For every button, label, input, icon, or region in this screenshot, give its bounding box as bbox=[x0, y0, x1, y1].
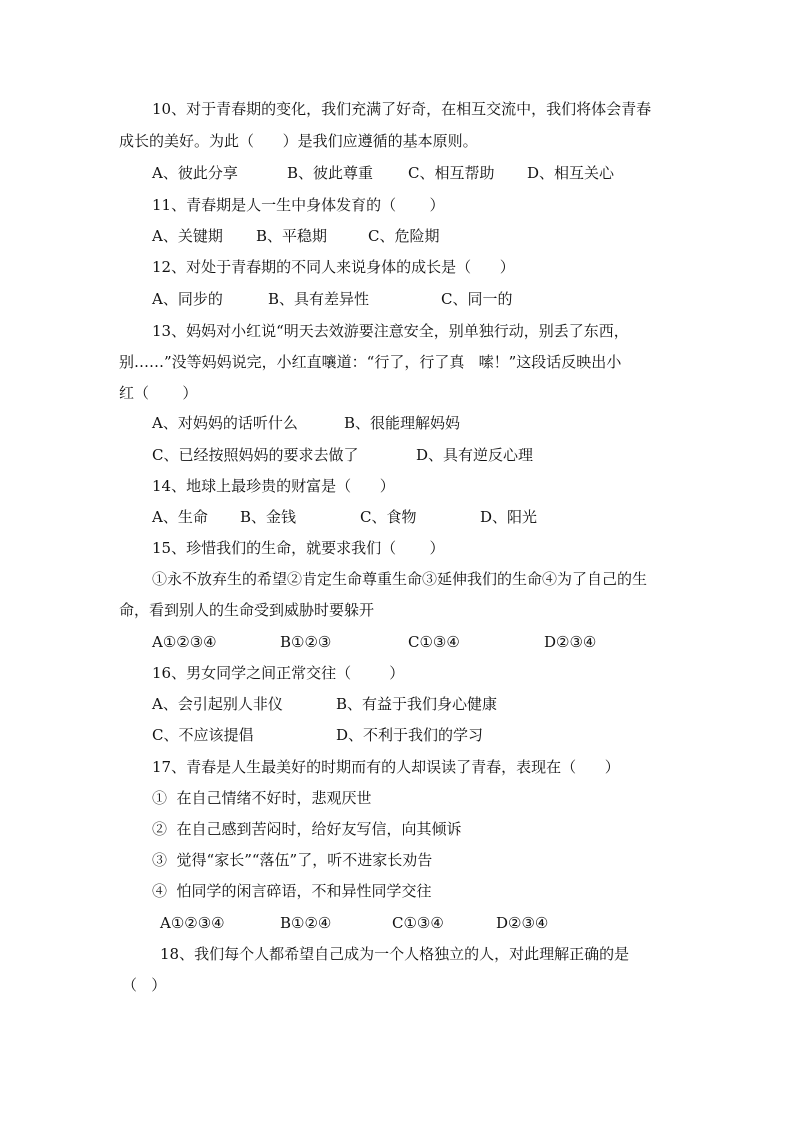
question-17-option-d: D②③④ bbox=[496, 914, 549, 932]
question-16-stem: 16、男女同学之间正常交往（ ） bbox=[152, 664, 405, 682]
question-11-option-a: A、关键期 bbox=[152, 227, 223, 245]
question-15-option-c: C①③④ bbox=[408, 633, 460, 651]
question-16-option-c: C、不应该提倡 bbox=[152, 726, 254, 744]
question-17-statement-4: ④ 怕同学的闲言碎语，不和异性同学交往 bbox=[152, 882, 432, 900]
question-11-option-b: B、平稳期 bbox=[256, 227, 328, 245]
question-13-stem: 13、妈妈对小红说“明天去效游要注意安全，别单独行动，别丢了东西， bbox=[152, 322, 629, 340]
question-15-option-a: A①②③④ bbox=[152, 633, 217, 651]
question-16-option-d: D、不利于我们的学习 bbox=[336, 726, 484, 744]
question-14-stem: 14、地球上最珍贵的财富是（ ） bbox=[152, 477, 395, 495]
question-15-statements: ①永不放弃生的希望②肯定生命尊重生命③延伸我们的生命④为了自己的生 bbox=[152, 570, 648, 588]
question-17-option-c: C①③④ bbox=[392, 914, 444, 932]
question-10-option-d: D、相互关心 bbox=[527, 164, 615, 182]
question-17-stem: 17、青春是人生最美好的时期而有的人却误读了青春，表现在（ ） bbox=[152, 758, 620, 776]
question-12-stem: 12、对处于青春期的不同人来说身体的成长是（ ） bbox=[152, 258, 515, 276]
question-13-stem-cont-2: 红（ ） bbox=[119, 384, 198, 402]
question-10-stem-cont: 成长的美好。为此（ ）是我们应遵循的基本原则。 bbox=[119, 132, 478, 150]
question-11-stem: 11、青春期是人一生中身体发育的（ ） bbox=[152, 196, 445, 214]
question-13-option-b: B、很能理解妈妈 bbox=[344, 414, 461, 432]
question-18-stem-cont: （ ） bbox=[122, 976, 167, 994]
question-17-statement-1: ① 在自己情绪不好时，悲观厌世 bbox=[152, 789, 372, 807]
question-10-option-c: C、相互帮助 bbox=[408, 164, 495, 182]
question-15-option-d: D②③④ bbox=[544, 633, 597, 651]
question-17-statement-2: ② 在自己感到苦闷时，给好友写信，向其倾诉 bbox=[152, 820, 462, 838]
question-12-option-c: C、同一的 bbox=[441, 290, 513, 308]
question-12-option-b: B、具有差异性 bbox=[268, 290, 370, 308]
question-14-option-a: A、生命 bbox=[152, 508, 208, 526]
question-12-option-a: A、同步的 bbox=[152, 290, 223, 308]
question-11-option-c: C、危险期 bbox=[368, 227, 440, 245]
question-13-option-d: D、具有逆反心理 bbox=[416, 446, 534, 464]
question-18-stem: 18、我们每个人都希望自己成为一个人格独立的人，对此理解正确的是 bbox=[160, 945, 630, 963]
question-13-option-a: A、对妈妈的话听什么 bbox=[152, 414, 298, 432]
question-14-option-c: C、食物 bbox=[360, 508, 417, 526]
question-10-stem: 10、对于青春期的变化，我们充满了好奇，在相互交流中，我们将体会青春 bbox=[152, 100, 652, 118]
question-15-option-b: B①②③ bbox=[280, 633, 332, 651]
question-17-option-b: B①②④ bbox=[280, 914, 332, 932]
question-10-option-a: A、彼此分享 bbox=[152, 164, 238, 182]
question-13-option-c: C、已经按照妈妈的要求去做了 bbox=[152, 446, 359, 464]
question-14-option-b: B、金钱 bbox=[240, 508, 297, 526]
question-10-option-b: B、彼此尊重 bbox=[287, 164, 374, 182]
question-15-statements-cont: 命，看到别人的生命受到威胁时要躲开 bbox=[119, 601, 375, 619]
question-17-option-a: A①②③④ bbox=[160, 914, 225, 932]
question-17-statement-3: ③ 觉得“家长”“落伍”了，听不进家长劝告 bbox=[152, 851, 433, 869]
question-14-option-d: D、阳光 bbox=[480, 508, 538, 526]
question-15-stem: 15、珍惜我们的生命，就要求我们（ ） bbox=[152, 539, 445, 557]
question-16-option-a: A、会引起别人非仪 bbox=[152, 695, 283, 713]
question-13-stem-cont: 别……”没等妈妈说完，小红直嚷道：“行了，行了真 嗦！”这段话反映出小 bbox=[119, 353, 622, 371]
question-16-option-b: B、有益于我们身心健康 bbox=[336, 695, 498, 713]
